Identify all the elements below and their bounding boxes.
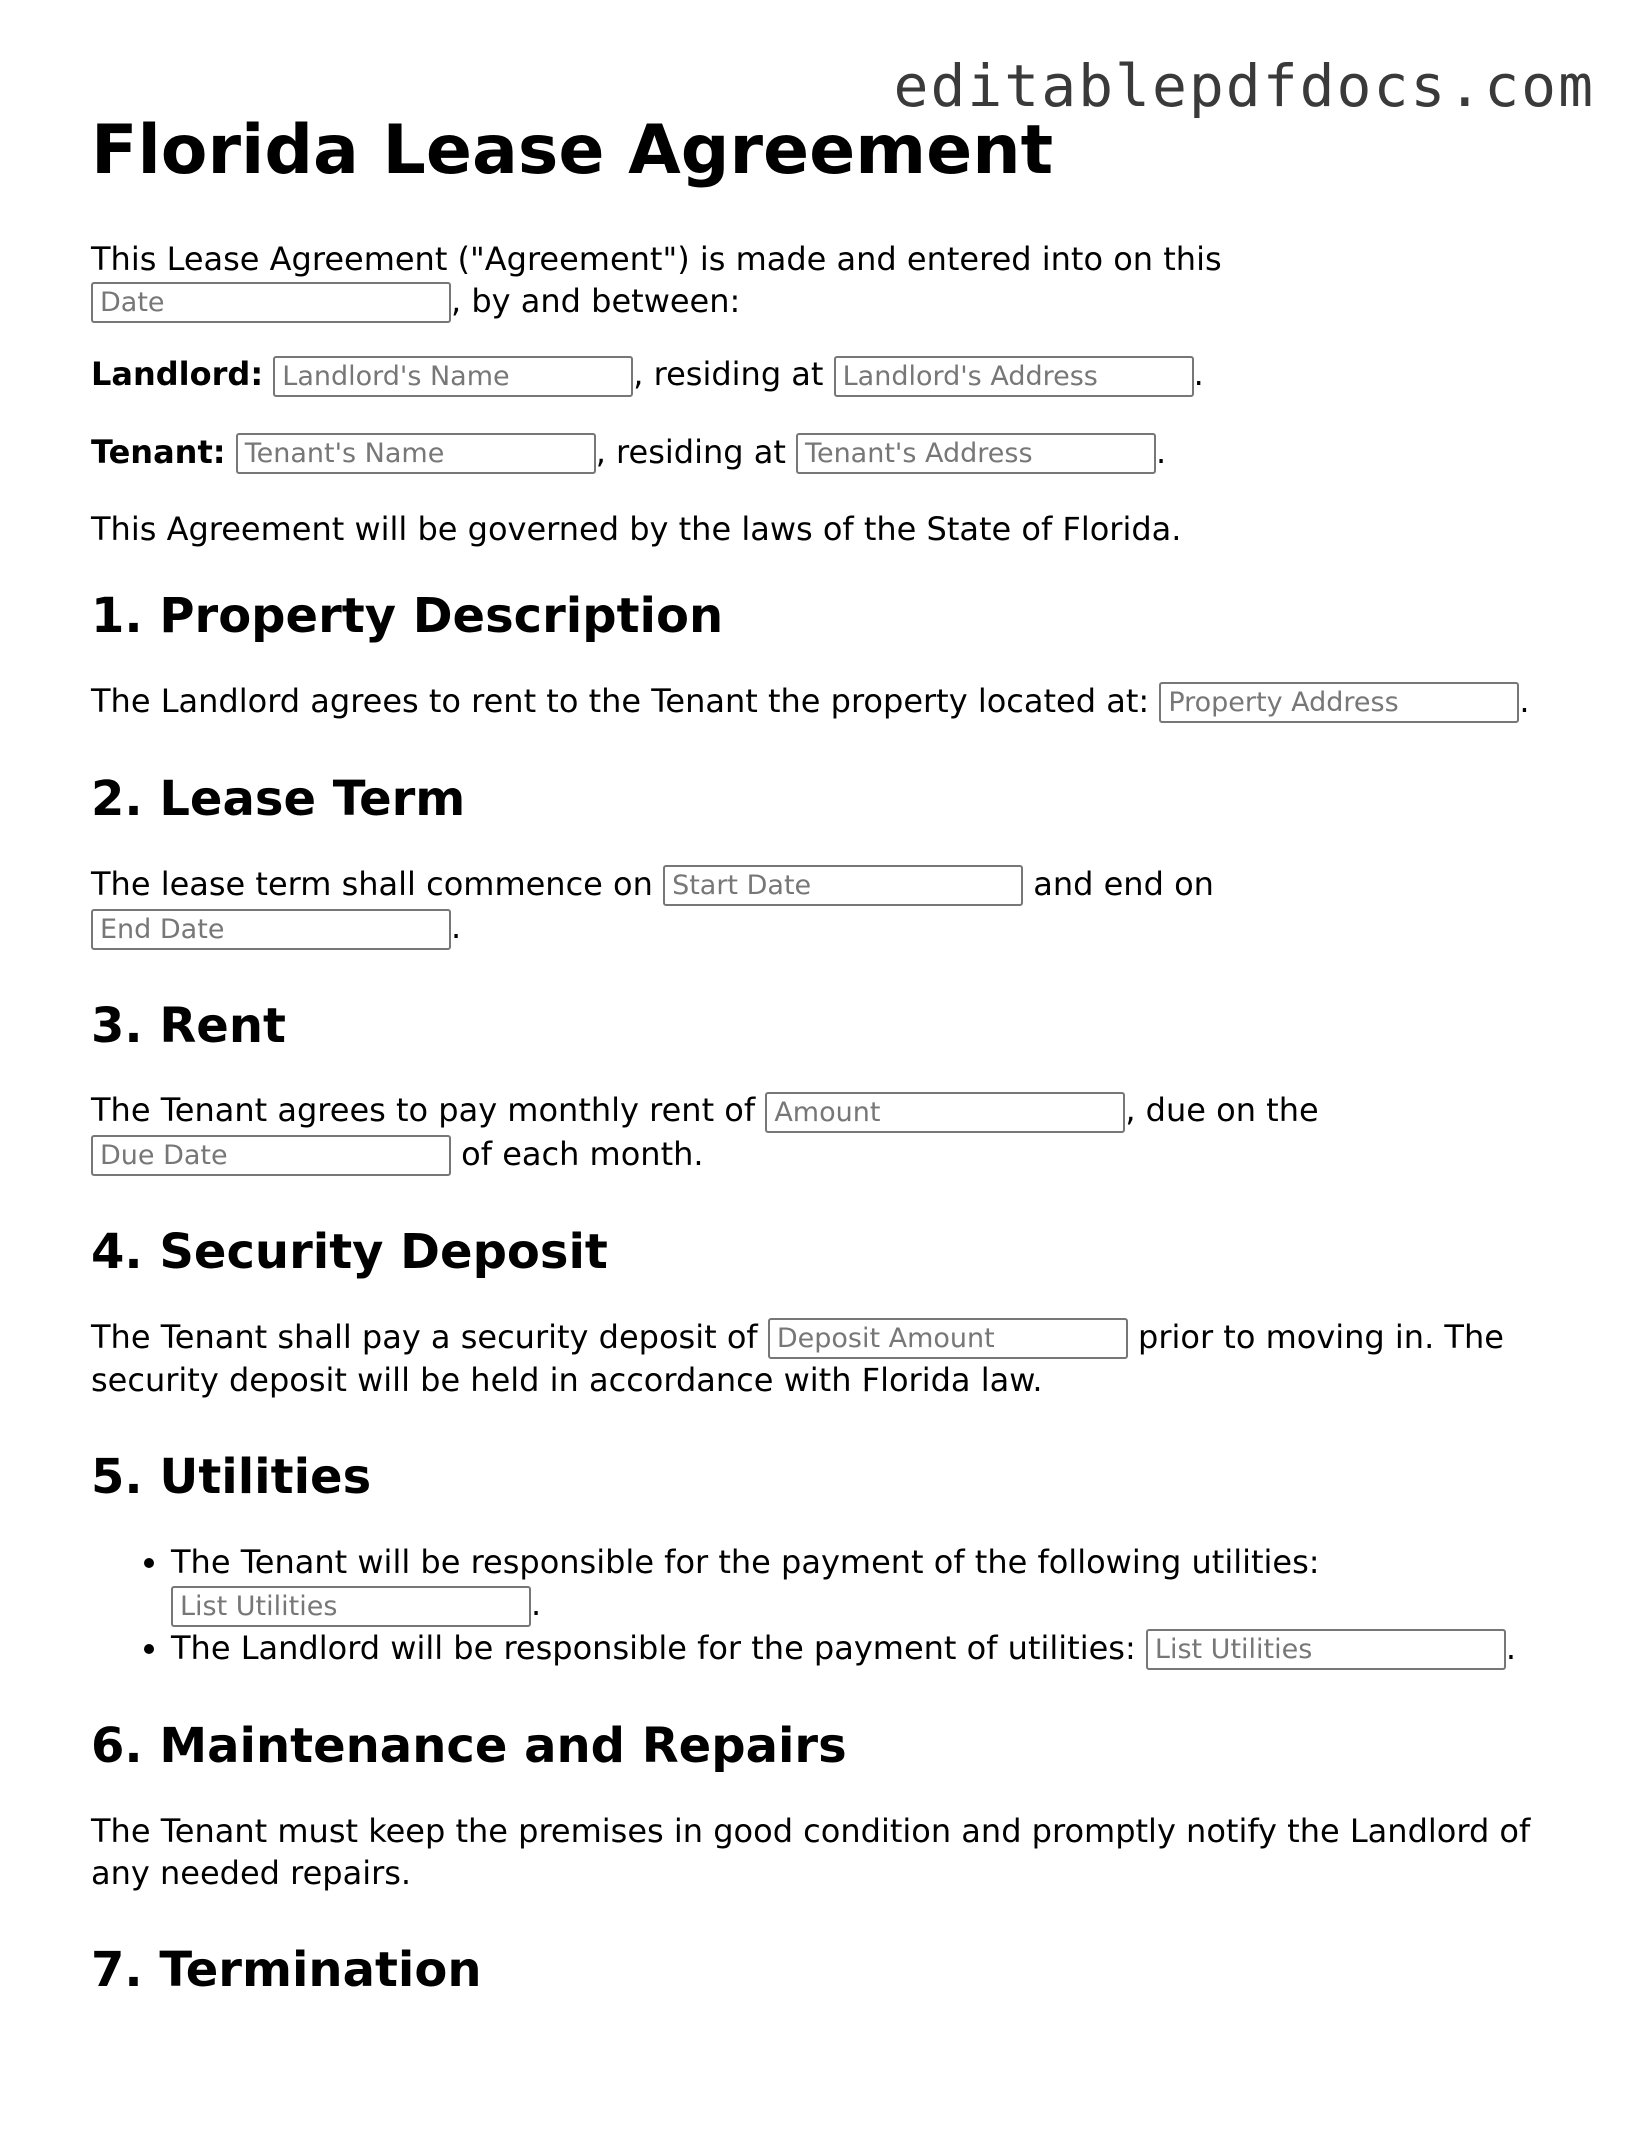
intro-after-date: , by and between: bbox=[451, 281, 741, 320]
deposit-end: prior to moving in. The security deposit will be held in accordance with Florida law. bbox=[91, 1317, 1504, 1400]
lease-term-paragraph bbox=[91, 863, 1571, 950]
rent-end: of each month. bbox=[461, 1134, 704, 1173]
landlord-label: Landlord: bbox=[91, 355, 264, 394]
rent-middle: , due on the bbox=[1125, 1091, 1319, 1130]
tenant-line-end: . bbox=[1156, 432, 1167, 471]
tenant-name-input[interactable] bbox=[236, 433, 596, 474]
deposit-amount-input[interactable] bbox=[768, 1318, 1128, 1359]
property-text: The Landlord agrees to rent to the Tenant the property located at: bbox=[91, 681, 1150, 720]
rent-paragraph bbox=[91, 1089, 1571, 1176]
intro-paragraph bbox=[91, 238, 1571, 324]
list-item bbox=[171, 1541, 1571, 1627]
tenant-line bbox=[91, 431, 1571, 475]
lease-term-end: . bbox=[451, 908, 462, 947]
tenant-address-input[interactable] bbox=[796, 433, 1156, 474]
landlord-address-input[interactable] bbox=[834, 356, 1194, 397]
list-item bbox=[171, 1627, 1571, 1671]
property-paragraph bbox=[91, 680, 1571, 724]
landlord-utilities-input[interactable] bbox=[1146, 1629, 1506, 1670]
section-heading-utilities: 5. Utilities bbox=[91, 1449, 372, 1506]
landlord-residing-text: , residing at bbox=[633, 355, 824, 394]
end-date-input[interactable] bbox=[91, 909, 451, 950]
deposit-paragraph bbox=[91, 1316, 1571, 1402]
utilities-list bbox=[91, 1541, 1571, 1670]
intro-text: This Lease Agreement ("Agreement") is made and entered into on this bbox=[91, 239, 1222, 278]
deposit-text: The Tenant shall pay a security deposit of bbox=[91, 1317, 758, 1356]
tenant-utilities-text: The Tenant will be responsible for the payment of the following utilities: bbox=[171, 1543, 1320, 1582]
tenant-utilities-end: . bbox=[531, 1585, 542, 1624]
watermark: editablepdfdocs.com bbox=[893, 52, 1595, 120]
lease-term-middle: and end on bbox=[1033, 864, 1214, 903]
section-heading-deposit: 4. Security Deposit bbox=[91, 1224, 608, 1281]
property-address-input[interactable] bbox=[1159, 682, 1519, 723]
section-heading-lease-term: 2. Lease Term bbox=[91, 771, 466, 828]
section-heading-rent: 3. Rent bbox=[91, 997, 286, 1054]
tenant-label: Tenant: bbox=[91, 432, 226, 471]
section-heading-property: 1. Property Description bbox=[91, 588, 724, 645]
maintenance-text: The Tenant must keep the premises in good condition and promptly notify the Landlord of any needed repairs. bbox=[91, 1811, 1531, 1892]
section-heading-termination: 7. Termination bbox=[91, 1941, 482, 1998]
section-heading-maintenance: 6. Maintenance and Repairs bbox=[91, 1718, 847, 1775]
landlord-utilities-end: . bbox=[1505, 1628, 1517, 1667]
due-date-input[interactable] bbox=[91, 1135, 451, 1176]
start-date-input[interactable] bbox=[663, 865, 1023, 906]
agreement-date-input[interactable] bbox=[91, 282, 451, 323]
landlord-name-input[interactable] bbox=[273, 356, 633, 397]
tenant-utilities-input[interactable] bbox=[171, 1586, 531, 1627]
rent-amount-input[interactable] bbox=[765, 1092, 1125, 1133]
rent-text: The Tenant agrees to pay monthly rent of bbox=[91, 1091, 756, 1130]
governing-law-text: This Agreement will be governed by the laws of the State of Florida. bbox=[91, 510, 1182, 549]
tenant-residing-text: , residing at bbox=[595, 432, 786, 471]
property-end: . bbox=[1519, 681, 1530, 720]
landlord-line-end: . bbox=[1193, 355, 1204, 394]
page-title: Florida Lease Agreement bbox=[91, 111, 1054, 190]
landlord-utilities-text: The Landlord will be responsible for the payment of utilities: bbox=[171, 1628, 1136, 1667]
landlord-line bbox=[91, 353, 1571, 397]
lease-term-text: The lease term shall commence on bbox=[91, 864, 653, 903]
document-body bbox=[91, 110, 1571, 2033]
